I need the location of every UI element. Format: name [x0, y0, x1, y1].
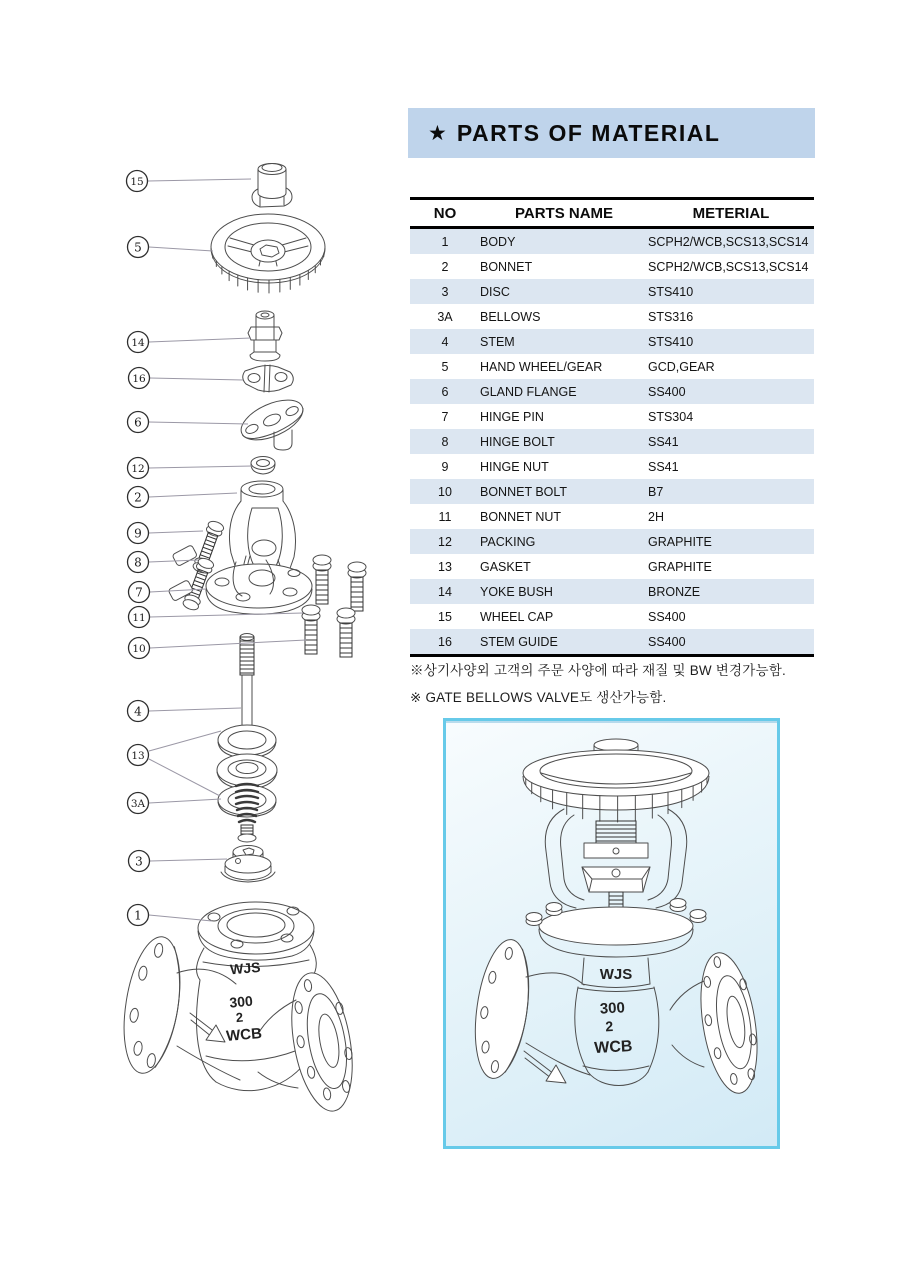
- cell-mat: SS41: [648, 459, 679, 474]
- cell-name: STEM GUIDE: [480, 634, 558, 649]
- cell-mat: SS400: [648, 609, 686, 624]
- body-marking-material: WCB: [225, 1024, 263, 1046]
- callout-13: [128, 731, 222, 796]
- svg-text:4: 4: [134, 704, 142, 719]
- cell-mat: GRAPHITE: [648, 534, 712, 549]
- callout-15: [127, 171, 252, 192]
- part-bonnet: [206, 481, 312, 614]
- cell-name: BONNET NUT: [480, 509, 562, 524]
- cell-no: 13: [438, 559, 452, 574]
- part-yoke-bush: [248, 311, 282, 361]
- cell-no: 8: [441, 434, 449, 449]
- cell-no: 9: [441, 459, 449, 474]
- body-marking-brand: WJS: [229, 958, 262, 978]
- table-row: [410, 504, 814, 529]
- cell-mat: 2H: [648, 509, 664, 524]
- svg-text:14: 14: [131, 336, 145, 349]
- cell-mat: SS400: [648, 384, 686, 399]
- assembled-valve-drawing: [446, 721, 777, 1146]
- svg-text:11: 11: [132, 611, 146, 624]
- callout-16: [129, 368, 244, 389]
- svg-text:5: 5: [134, 240, 142, 255]
- cell-mat: STS316: [648, 309, 694, 324]
- cell-no: 2: [441, 259, 449, 274]
- callout-14: [128, 332, 252, 353]
- callout-3A: [128, 793, 222, 814]
- assembled-valve-figure: [443, 718, 780, 1149]
- part-stem-guide: [243, 365, 294, 392]
- footnote-1: ※상기사양외 고객의 주문 사양에 따라 재질 및 BW 변경가능함.: [410, 663, 786, 678]
- table-row: [410, 279, 814, 304]
- cell-name: DISC: [480, 284, 510, 299]
- cell-name: HAND WHEEL/GEAR: [480, 359, 603, 374]
- part-wheel-cap: [252, 164, 292, 208]
- section-title-band: [408, 108, 815, 158]
- cell-mat: GRAPHITE: [648, 559, 712, 574]
- svg-text:12: 12: [131, 462, 145, 475]
- cell-name: GASKET: [480, 559, 531, 574]
- figure-marking-size: 2: [604, 1017, 614, 1035]
- cell-no: 12: [438, 534, 452, 549]
- col-header-parts-name: PARTS NAME: [480, 199, 648, 228]
- callout-2: [128, 487, 238, 508]
- svg-text:1: 1: [134, 908, 142, 923]
- figure-marking-material: WCB: [593, 1037, 633, 1057]
- col-header-no: NO: [410, 199, 480, 228]
- cell-name: HINGE PIN: [480, 409, 544, 424]
- cell-no: 4: [441, 334, 449, 349]
- table-row: [410, 354, 814, 379]
- callout-10: [129, 638, 307, 659]
- svg-text:13: 13: [131, 749, 145, 762]
- part-body: [116, 902, 362, 1116]
- cell-name: WHEEL CAP: [480, 609, 554, 624]
- cell-no: 14: [438, 584, 452, 599]
- cell-no: 16: [438, 634, 452, 649]
- callout-4: [128, 701, 242, 722]
- table-row: [410, 479, 814, 504]
- cell-mat: GCD,GEAR: [648, 359, 715, 374]
- svg-text:8: 8: [134, 555, 142, 570]
- cell-name: BODY: [480, 234, 516, 249]
- cell-no: 3: [441, 284, 449, 299]
- col-header-meterial: METERIAL: [648, 199, 814, 228]
- part-disc: [221, 846, 275, 883]
- parts-table: [410, 197, 814, 657]
- cell-no: 15: [438, 609, 452, 624]
- table-row: [410, 454, 814, 479]
- cell-name: HINGE BOLT: [480, 434, 555, 449]
- cell-no: 11: [438, 509, 452, 524]
- cell-name: BONNET BOLT: [480, 484, 568, 499]
- footnote-2: ※ GATE BELLOWS VALVE도 생산가능함.: [410, 690, 667, 705]
- figure-marking-brand: WJS: [599, 966, 633, 983]
- star-icon: ★: [428, 121, 447, 145]
- table-row: [410, 304, 814, 329]
- body-marking-size: 2: [235, 1009, 244, 1026]
- svg-text:2: 2: [134, 490, 142, 505]
- cell-mat: STS410: [648, 334, 694, 349]
- table-row: [410, 228, 814, 255]
- callout-3: [129, 851, 228, 872]
- table-row: [410, 604, 814, 629]
- exploded-view-diagram: [0, 0, 420, 1272]
- part-hand-wheel: [211, 214, 325, 293]
- cell-mat: SS41: [648, 434, 679, 449]
- cell-no: 7: [441, 409, 449, 424]
- cell-no: 5: [441, 359, 449, 374]
- footnotes: [410, 657, 820, 711]
- cell-mat: SCPH2/WCB,SCS13,SCS14: [648, 234, 809, 249]
- svg-text:10: 10: [132, 642, 146, 655]
- part-bonnet-bolts: [302, 555, 366, 657]
- callout-11: [129, 607, 304, 628]
- table-row: [410, 254, 814, 279]
- cell-name: PACKING: [480, 534, 536, 549]
- svg-text:3A: 3A: [130, 797, 146, 810]
- svg-text:15: 15: [130, 175, 144, 188]
- cell-name: HINGE NUT: [480, 459, 549, 474]
- cell-mat: STS410: [648, 284, 694, 299]
- callout-12: [128, 458, 253, 479]
- callout-5: [128, 237, 214, 258]
- part-gland-flange: [235, 392, 308, 450]
- callout-6: [128, 412, 249, 433]
- part-stem: [240, 634, 254, 737]
- page-title: PARTS OF MATERIAL: [456, 119, 721, 146]
- cell-name: BONNET: [480, 259, 533, 274]
- svg-text:9: 9: [134, 526, 142, 541]
- cell-name: YOKE BUSH: [480, 584, 553, 599]
- table-header-row: [410, 199, 814, 228]
- table-row: [410, 379, 814, 404]
- cell-mat: BRONZE: [648, 584, 701, 599]
- callout-9: [128, 523, 204, 544]
- svg-text:7: 7: [135, 585, 143, 600]
- cell-name: STEM: [480, 334, 515, 349]
- figure-marking-rating: 300: [599, 999, 626, 1018]
- cell-mat: B7: [648, 484, 664, 499]
- table-row: [410, 529, 814, 554]
- cell-mat: STS304: [648, 409, 694, 424]
- cell-name: GLAND FLANGE: [480, 384, 577, 399]
- table-row: [410, 404, 814, 429]
- table-row: [410, 554, 814, 579]
- cell-mat: SCPH2/WCB,SCS13,SCS14: [648, 259, 809, 274]
- cell-mat: SS400: [648, 634, 686, 649]
- flow-arrow-icon: [190, 1013, 225, 1042]
- table-row: [410, 579, 814, 604]
- cell-no: 1: [441, 234, 449, 249]
- svg-text:6: 6: [134, 415, 142, 430]
- cell-no: 10: [438, 484, 452, 499]
- part-packing: [251, 457, 275, 475]
- svg-text:3: 3: [135, 854, 143, 869]
- table-row: [410, 429, 814, 454]
- cell-name: BELLOWS: [480, 309, 541, 324]
- table-row: [410, 629, 814, 656]
- flow-arrow-icon: [524, 1051, 566, 1083]
- cell-no: 6: [441, 384, 449, 399]
- body-marking-rating: 300: [228, 992, 254, 1011]
- table-row: [410, 329, 814, 354]
- svg-text:16: 16: [132, 372, 146, 385]
- cell-no: 3A: [437, 309, 453, 324]
